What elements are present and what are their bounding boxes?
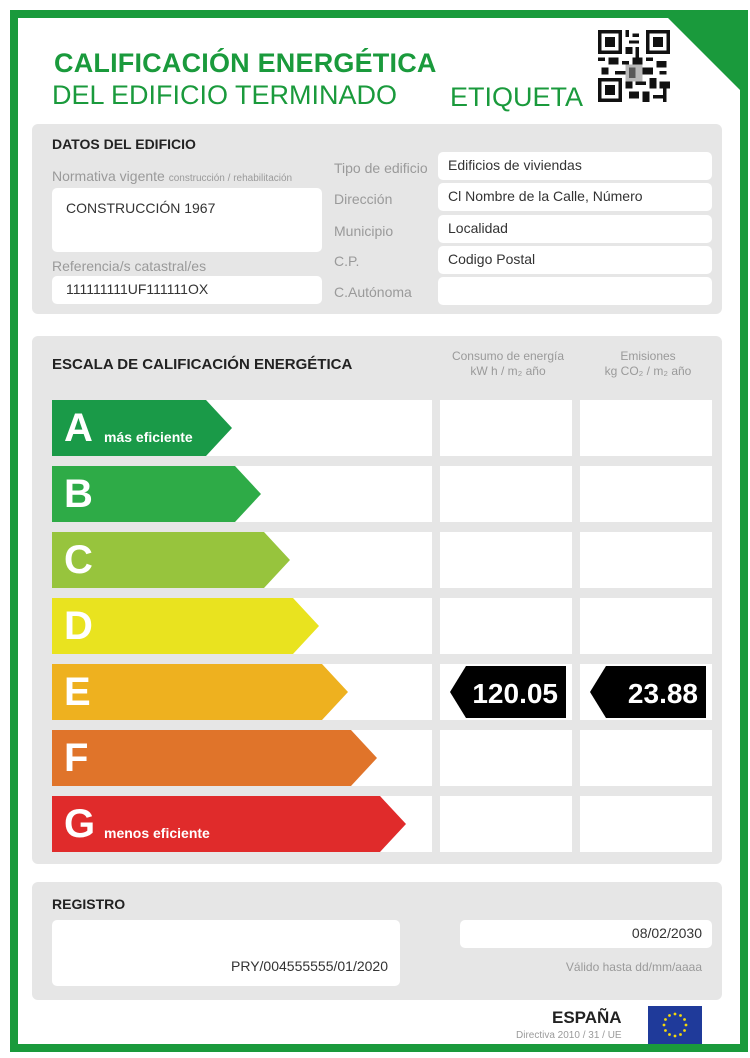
- eu-star: [683, 1029, 686, 1032]
- label-word: ETIQUETA: [450, 82, 584, 112]
- title-line-2: DEL EDIFICIO TERMINADO: [52, 80, 398, 110]
- consumo-cell-a: [440, 400, 572, 456]
- normativa-label: Normativa vigente construcción / rehabilitación: [52, 168, 293, 184]
- class-bar-e: [52, 664, 350, 720]
- class-letter-b: B: [64, 472, 93, 516]
- municipio-value: Localidad: [438, 215, 712, 243]
- emisiones-cell-d: [580, 598, 712, 654]
- emisiones-cell-g: [580, 796, 712, 852]
- referencia-value: 111111111UF111111OX: [52, 276, 322, 304]
- class-bar-c: [52, 532, 292, 588]
- emisiones-value: 23.88: [627, 678, 698, 709]
- country-label: ESPAÑA: [552, 1008, 622, 1027]
- emisiones-cell-a: [580, 400, 712, 456]
- consumo-cell-f: [440, 730, 572, 786]
- ca-value: [438, 277, 712, 305]
- emisiones-cell-b: [580, 466, 712, 522]
- cp-value: Codigo Postal: [438, 246, 712, 274]
- eu-star: [674, 1035, 677, 1038]
- consumo-cell-e: [440, 664, 572, 720]
- emisiones-cell-e: [580, 664, 712, 720]
- title-line-1: CALIFICACIÓN ENERGÉTICA: [54, 48, 437, 78]
- class-bar-d: [52, 598, 321, 654]
- registro-date: 08/02/2030: [460, 920, 712, 948]
- consumo-cell-b: [440, 466, 572, 522]
- qr-code-icon: [598, 30, 670, 102]
- class-letter-d: D: [64, 604, 93, 648]
- referencia-label: Referencia/s catastral/es: [52, 258, 207, 274]
- class-bar-f: [52, 730, 379, 786]
- registro-panel: [32, 882, 722, 1000]
- class-sublabel-a: más eficiente: [104, 429, 193, 445]
- class-arrow-g: [52, 796, 406, 852]
- scale-section-title: ESCALA DE CALIFICACIÓN ENERGÉTICA: [52, 356, 353, 373]
- consumo-rating-badge: [450, 666, 566, 718]
- consumo-column-header: Consumo de energía kW h / m₂ año: [451, 349, 565, 378]
- emisiones-column-header: Emisiones kg CO₂ / m₂ año: [604, 349, 692, 378]
- eu-star: [664, 1029, 667, 1032]
- cp-label: C.P.: [334, 253, 360, 269]
- eu-flag-icon: [648, 1006, 702, 1044]
- directive-label: Directiva 2010 / 31 / UE: [516, 1030, 622, 1041]
- class-sublabel-g: menos eficiente: [104, 825, 210, 841]
- energy-scale-panel: [32, 336, 722, 864]
- registro-number: PRY/004555555/01/2020: [52, 920, 400, 986]
- class-letter-g: G: [64, 802, 96, 846]
- registro-section-title: REGISTRO: [52, 896, 126, 912]
- class-bar-g: [52, 796, 408, 852]
- corner-decoration: [660, 10, 748, 98]
- building-data-panel: [32, 124, 722, 314]
- emisiones-cell-f: [580, 730, 712, 786]
- emisiones-rating-badge: [590, 666, 706, 718]
- valid-until-label: Válido hasta dd/mm/aaaa: [565, 960, 702, 974]
- emisiones-cell-c: [580, 532, 712, 588]
- eu-star: [674, 1013, 677, 1016]
- class-arrow-f: [52, 730, 377, 786]
- consumo-cell-g: [440, 796, 572, 852]
- eu-star: [685, 1024, 688, 1027]
- consumo-cell-d: [440, 598, 572, 654]
- normativa-sublabel: construcción / rehabilitación: [168, 173, 293, 184]
- building-section-title: DATOS DEL EDIFICIO: [52, 136, 196, 152]
- eu-star: [668, 1014, 671, 1017]
- consumo-cell-c: [440, 532, 572, 588]
- class-letter-a: A: [64, 406, 93, 450]
- consumo-value: 120.05: [472, 678, 558, 709]
- class-bar-a: [52, 400, 234, 456]
- eu-star: [683, 1018, 686, 1021]
- class-letter-c: C: [64, 538, 93, 582]
- class-arrow-e: [52, 664, 348, 720]
- class-letter-f: F: [64, 736, 89, 780]
- eu-star: [668, 1033, 671, 1036]
- class-letter-e: E: [64, 670, 91, 714]
- class-bar-b: [52, 466, 263, 522]
- tipo-label: Tipo de edificio: [334, 160, 428, 176]
- eu-star: [663, 1024, 666, 1027]
- eu-star: [664, 1018, 667, 1021]
- ca-label: C.Autónoma: [334, 284, 412, 300]
- eu-star: [679, 1033, 682, 1036]
- direccion-label: Dirección: [334, 191, 393, 207]
- municipio-label: Municipio: [334, 223, 394, 239]
- direccion-value: Cl Nombre de la Calle, Número: [438, 183, 712, 211]
- normativa-value: CONSTRUCCIÓN 1967: [52, 188, 322, 252]
- eu-star: [679, 1014, 682, 1017]
- tipo-value: Edificios de viviendas: [438, 152, 712, 180]
- energy-label-frame: [10, 10, 748, 1052]
